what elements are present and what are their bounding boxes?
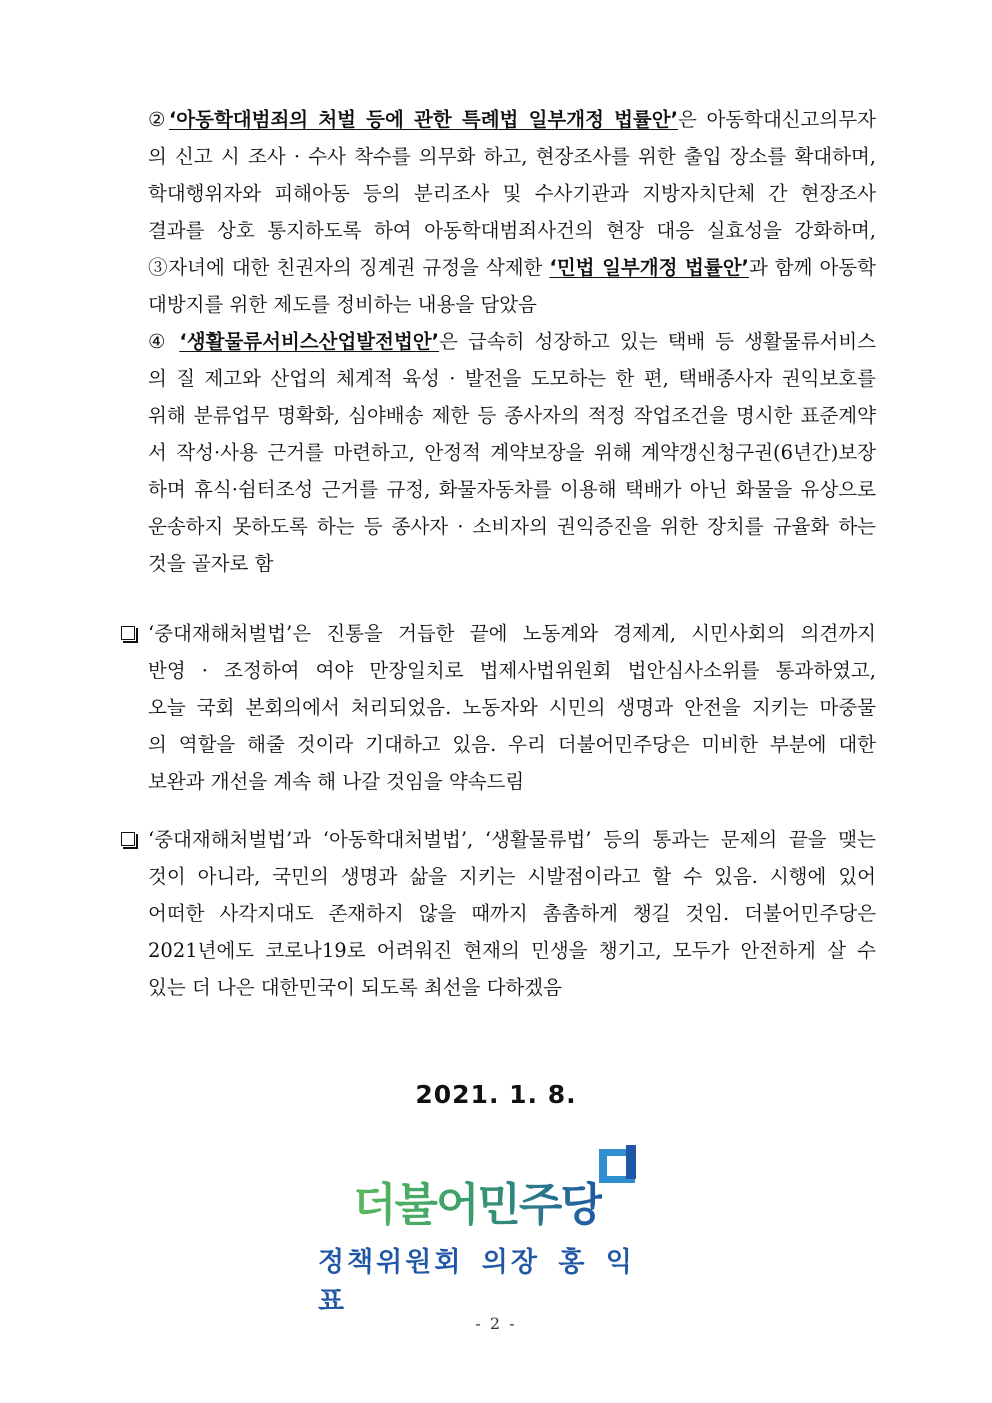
section1-line-8: 의 질 제고와 산업의 체계적 육성 · 발전을 도모하는 한 편, 택배종사자 권익보호를	[148, 367, 876, 390]
section1-line-10: 서 작성·사용 근거를 마련하고, 안정적 계약보장을 위해 계약갱신청구권(6년간)보장	[148, 441, 876, 464]
bill-title-civil-act: ‘민법 일부개정 법률안’	[549, 256, 749, 279]
bill-title-logistics: ‘생활물류서비스산업발전법안’	[179, 330, 440, 353]
checkbox-bullet-icon	[121, 626, 135, 640]
section2-line-3: 오늘 국회 본회의에서 처리되었음. 노동자와 시민의 생명과 안전을 지키는 마중물	[148, 696, 876, 719]
section1-paragraph	[148, 101, 876, 582]
section1-line-3: 학대행위자와 피해아동 등의 분리조사 및 수사기관과 지방자치단체 간 현장조사	[148, 182, 876, 205]
section1-line-1: ②‘아동학대범죄의 처벌 등에 관한 특례법 일부개정 법률안’은 아동학대신고의무자	[148, 108, 876, 131]
section3-line-1: ‘중대재해처벌법’과 ‘아동학대처벌법’, ‘생활물류법’ 등의 통과는 문제의 끝을 맺는	[148, 828, 876, 851]
section3-line-4: 2021년에도 코로나19로 어려워진 현재의 민생을 챙기고, 모두가 안전하게 살 수	[148, 939, 876, 962]
checkbox-bullet-icon	[121, 832, 135, 846]
section1-line-6: 대방지를 위한 제도를 정비하는 내용을 담았음	[148, 293, 537, 316]
section1-line-9: 위해 분류업무 명확화, 심야배송 제한 등 종사자의 적정 작업조건을 명시한 표준계약	[148, 404, 876, 427]
section3-line-3: 어떠한 사각지대도 존재하지 않을 때까지 촘촘하게 챙길 것임. 더불어민주당은	[148, 902, 876, 925]
document-date: 2021. 1. 8.	[415, 1080, 577, 1109]
section1-line-2: 의 신고 시 조사 · 수사 착수를 의무화 하고, 현장조사를 위한 출입 장소를 확대하며,	[148, 145, 876, 168]
section1-line-4: 결과를 상호 통지하도록 하여 아동학대범죄사건의 현장 대응 실효성을 강화하며,	[148, 219, 876, 242]
section2-paragraph	[148, 615, 876, 800]
page-number: - 2 -	[475, 1314, 517, 1333]
section1-line-12: 운송하지 못하도록 하는 등 종사자 · 소비자의 권익증진을 위한 장치를 규율화 하는	[148, 515, 876, 538]
section1-line-11: 하며 휴식·쉼터조성 근거를 규정, 화물자동차를 이용해 택배가 아닌 화물을 유상으로	[148, 478, 876, 501]
section2-line-4: 의 역할을 해줄 것이라 기대하고 있음. 우리 더불어민주당은 미비한 부분에 대한	[148, 733, 876, 756]
bill-title-child-abuse: ‘아동학대범죄의 처벌 등에 관한 특례법 일부개정 법률안’	[168, 108, 679, 131]
section1-line-13: 것을 골자로 함	[148, 552, 274, 575]
party-logo-text: 더불어민주당	[353, 1178, 602, 1231]
section2-line-2: 반영 · 조정하여 여야 만장일치로 법제사법위원회 법안심사소위를 통과하였고,	[148, 659, 876, 682]
party-logo	[353, 1178, 623, 1232]
section1-line-7: ④ ‘생활물류서비스산업발전법안’은 급속히 성장하고 있는 택배 등 생활물류서비스	[148, 330, 876, 353]
section3-paragraph	[148, 821, 876, 1006]
signature-line: 정책위원회 의장 홍 익 표	[318, 1247, 635, 1317]
section1-line-5: ③자녀에 대한 친권자의 징계권 규정을 삭제한 ‘민법 일부개정 법률안’과 함께 아동학	[148, 256, 876, 279]
section2-line-1: ‘중대재해처벌법’은 진통을 거듭한 끝에 노동계와 경제계, 시민사회의 의견까지	[148, 622, 876, 645]
section2-line-5: 보완과 개선을 계속 해 나갈 것임을 약속드림	[148, 770, 525, 793]
section3-line-2: 것이 아니라, 국민의 생명과 삶을 지키는 시발점이라고 할 수 있음. 시행에 있어	[148, 865, 876, 888]
section3-line-5: 있는 더 나은 대한민국이 되도록 최선을 다하겠음	[148, 976, 562, 999]
